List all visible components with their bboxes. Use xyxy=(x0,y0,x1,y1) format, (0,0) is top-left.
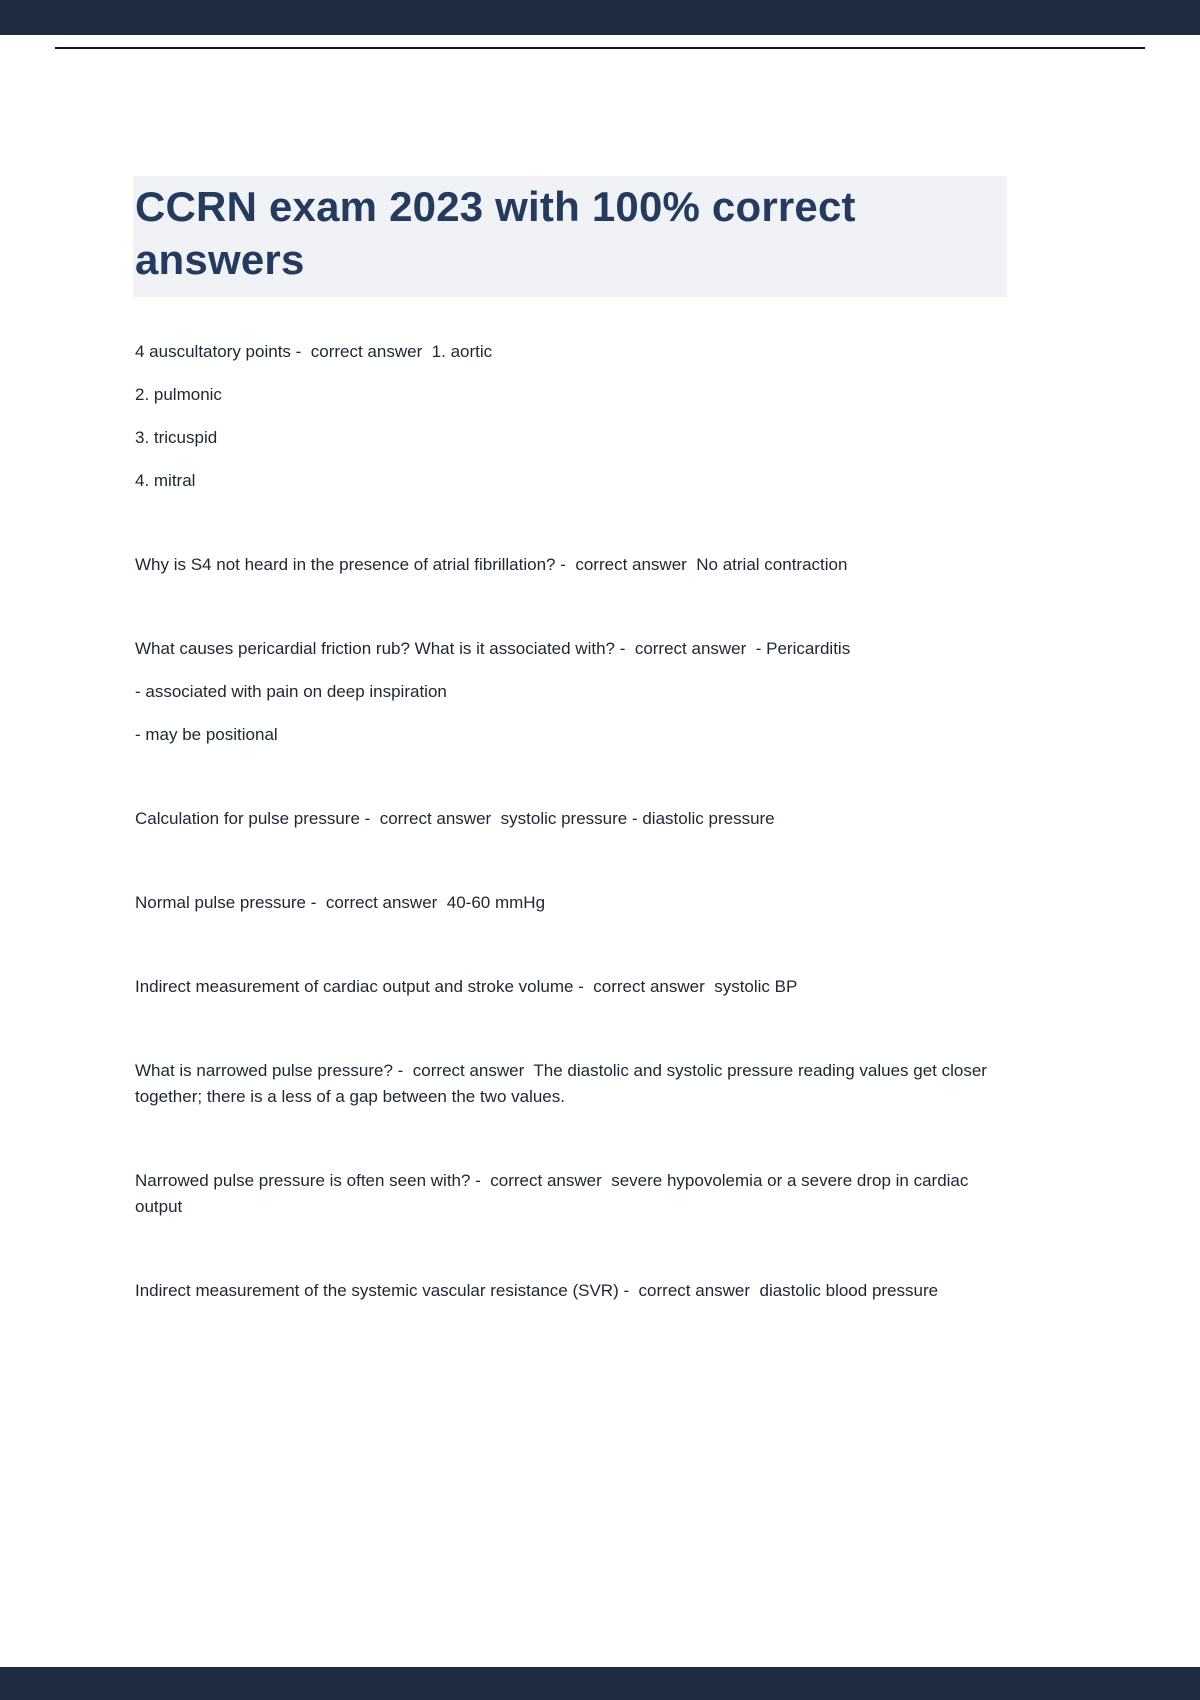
qa-paragraph: Indirect measurement of cardiac output and stroke volume - correct answer systolic BP xyxy=(135,976,798,996)
qa-paragraph: Narrowed pulse pressure is often seen with? - correct answer severe hypovolemia or a severe drop in cardiac output xyxy=(135,1170,974,1216)
qa-block-indirect-svr xyxy=(135,1278,1007,1304)
header-rule xyxy=(55,47,1145,49)
document-title: CCRN exam 2023 with 100% correct answers xyxy=(133,176,1007,297)
qa-paragraph: What is narrowed pulse pressure? - correct answer The diastolic and systolic pressure reading values get closer together; there is a less of a gap between the two values. xyxy=(135,1060,992,1106)
qa-paragraph: - may be positional xyxy=(135,724,278,744)
qa-paragraph: Normal pulse pressure - correct answer 40-60 mmHg xyxy=(135,892,546,912)
qa-block-auscultatory-points xyxy=(135,339,1007,494)
page-bottom-border xyxy=(0,1667,1200,1700)
qa-paragraph: What causes pericardial friction rub? What is it associated with? - correct answer - Pericarditis xyxy=(135,638,851,658)
qa-paragraph: 2. pulmonic xyxy=(135,384,222,404)
qa-block-narrowed-pulse-pressure xyxy=(135,1058,1007,1110)
qa-paragraph: - associated with pain on deep inspiration xyxy=(135,681,447,701)
qa-block-pericardial-friction-rub xyxy=(135,636,1007,748)
page-top-border xyxy=(0,0,1200,35)
qa-block-pulse-pressure-calculation xyxy=(135,806,1007,832)
qa-paragraph: Indirect measurement of the systemic vascular resistance (SVR) - correct answer diastolic blood pressure xyxy=(135,1280,939,1300)
qa-paragraph: 4 auscultatory points - correct answer 1. aortic xyxy=(135,341,493,361)
qa-paragraph: Why is S4 not heard in the presence of atrial fibrillation? - correct answer No atrial contraction xyxy=(135,554,848,574)
qa-block-s4-afib xyxy=(135,552,1007,578)
qa-paragraph: 3. tricuspid xyxy=(135,427,218,447)
qa-paragraph: 4. mitral xyxy=(135,470,196,490)
qa-block-narrowed-pp-seen-with xyxy=(135,1168,1007,1220)
document-content xyxy=(135,176,1007,1362)
qa-block-normal-pulse-pressure xyxy=(135,890,1007,916)
qa-paragraph: Calculation for pulse pressure - correct answer systolic pressure - diastolic pressure xyxy=(135,808,775,828)
qa-block-indirect-cardiac-output xyxy=(135,974,1007,1000)
